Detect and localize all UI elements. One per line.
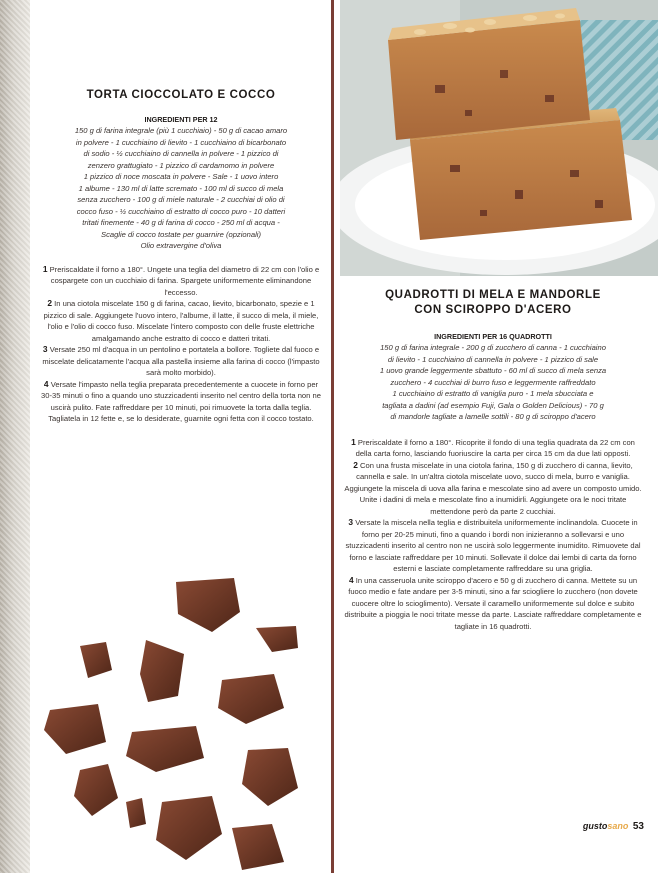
step-text: In una casseruola unite sciroppo d'acero e 50 g di zucchero di canna. Mettete su un fuoco medio e fate andare per 3-5 minuti, sino a far sciogliere lo zucchero (non dovete cuocere oltre lo scioglimento). Versate il caramello uniformemente sul dolce e subito distribuite a pioggia le noci tritate messe da parte. Lasciate raffreddare completamente e tagliate in 16 quadrotti. [344,575,642,631]
step-number: 2 [353,459,358,470]
step-text: Con una frusta miscelate in una ciotola farina, 150 g di zucchero di canna, lievito, cannella e sale. In un'altra ciotola miscelate uovo, succo di mela, burro e vaniglia. Aggiungete la miscela di uova alla farina e mescolate sino ad avere un composto umido. Unite i dadini di mela e mescolate fino a inumidirli. Aggiungete ora le noci tritate mettendone però da parte 2 cucchiai. [344,460,642,516]
left-step [40,264,322,299]
column-divider [331,0,334,873]
right-steps-list [343,437,643,633]
magazine-brand: gusto [582,821,608,831]
left-ingredients-text: 150 g di farina integrale (più 1 cucchiaio) - 50 g di cacao amaro in polvere - 1 cucchiaino di lievito - 1 cucchiaino di bicarbonato di sodio - ½ cucchiaino di cannella in polvere - 1 pizzico di zenzero grattugiato - 1 pizzico di cardamomo in polvere 1 pizzico di noce moscata in polvere - Sale - 1 uovo intero 1 albume - 130 ml di latte scremato - 100 ml di succo di mela senza zucchero - 100 g di miele naturale - 2 cucchiai di olio di cocco fuso - ½ cucchiaino di estratto di cocco puro - 10 datteri tritati finemente - 40 g di farina di cocco - 250 ml di acqua - Scaglie di cocco tostate per guarnire (opzionali) Olio extravergine d'oliva [74,126,288,250]
right-recipe-column [343,0,643,873]
step-number: 1 [351,436,356,447]
step-number: 4 [348,574,354,585]
right-step [343,517,643,575]
left-recipe-title: TORTA CIOCCOLATO E COCCO [86,89,276,101]
right-step [343,460,643,518]
right-step [343,437,643,460]
right-step [343,575,643,633]
step-text: Preriscaldate il forno a 180°. Ungete una teglia del diametro di 22 cm con l'olio e cospargete con un cucchiaio di farina. Spargete uniformemente eliminandone l'eccesso. [47,264,320,297]
cloth-texture [0,0,30,873]
left-step [40,298,322,344]
page-footer [583,821,644,832]
left-edge-background [0,0,30,873]
step-text: Versate 250 ml d'acqua in un pentolino e portatela a bollore. Togliete dal fuoco e miscelate delicatamente l'acqua alla pastella insieme alla farina di cocco (l'impasto sarà molto morbido). [42,345,320,377]
right-recipe-title: QUADROTTI DI MELA E MANDORLE CON SCIROPPO D'ACERO [385,289,601,316]
page-number: 53 [632,821,644,832]
step-text: In una ciotola miscelate 150 g di farina, cacao, lievito, bicarbonato, spezie e 1 pizzico di sale. Aggiungete l'uovo intero, l'albume, il latte, il succo di mela, il miele, l'olio e l'olio di cocco fuso. Miscelate l'intero composto con delle fruste elettriche amalgamando anche estratto di cocco e datteri tritati. [43,299,319,343]
left-step [40,344,322,379]
step-text: Versate la miscela nella teglia e distribuitela uniformemente inclinandola. Cuocete in forno per 20-25 minuti, fino a quando i bordi non inizieranno a sollevarsi e uno stuzzicadenti inserito al centro non ne uscirà solo leggermente inumidito. Rimuovete dal forno e lasciate raffreddare per 10 minuti. Sollevate il dolce dai lembi di carta da forno esterni e lasciate completamente raffreddare su una griglia. [345,518,641,573]
step-number: 1 [42,263,48,274]
step-number: 3 [348,517,354,527]
left-steps-list [40,264,322,425]
right-ingredients-heading: INGREDIENTI PER 16 QUADROTTI [434,332,552,341]
step-number: 4 [43,378,49,389]
right-ingredients-text: 150 g di farina integrale - 200 g di zucchero di canna - 1 cucchiaino di lievito - 1 cucchiaino di cannella in polvere - 1 pizzico di sale 1 uovo grande leggermente sbattuto - 60 ml di succo di mela senza zucchero - 4 cucchiai di burro fuso e leggermente raffreddato 1 cucchiaino di estratto di vaniglia puro - 1 mela sbucciata e tagliata a dadini (ad esempio Fuji, Gala o Golden Delicious) - 70 g di mandorle tagliate a lamelle sottili - 80 g di sciroppo d'acero [379,343,607,421]
step-text: Preriscaldate il forno a 180°. Ricoprite il fondo di una teglia quadrata da 22 cm con della carta forno, lasciando fuoriuscire la carta per circa 15 cm da due lati opposti. [355,437,635,458]
left-step [40,379,322,425]
left-ingredients-heading: INGREDIENTI PER 12 [144,115,218,124]
step-number: 3 [42,344,48,354]
chocolate-pieces-image [36,570,316,873]
step-text: Versate l'impasto nella teglia preparata precedentemente a cuocete in forno per 30-35 minuti o fino a quando uno stuzzicadenti inserito nel centro della torta non ne uscirà pulito. Fate raffreddare per 10 minuti, poi rimuovete la torta dalla teglia. Tagliatela in 12 fette e, se lo desiderate, guarnite ogni fetta con il cocco tostato. [41,379,321,423]
magazine-brand-accent: sano [607,821,629,831]
step-number: 2 [47,298,53,308]
